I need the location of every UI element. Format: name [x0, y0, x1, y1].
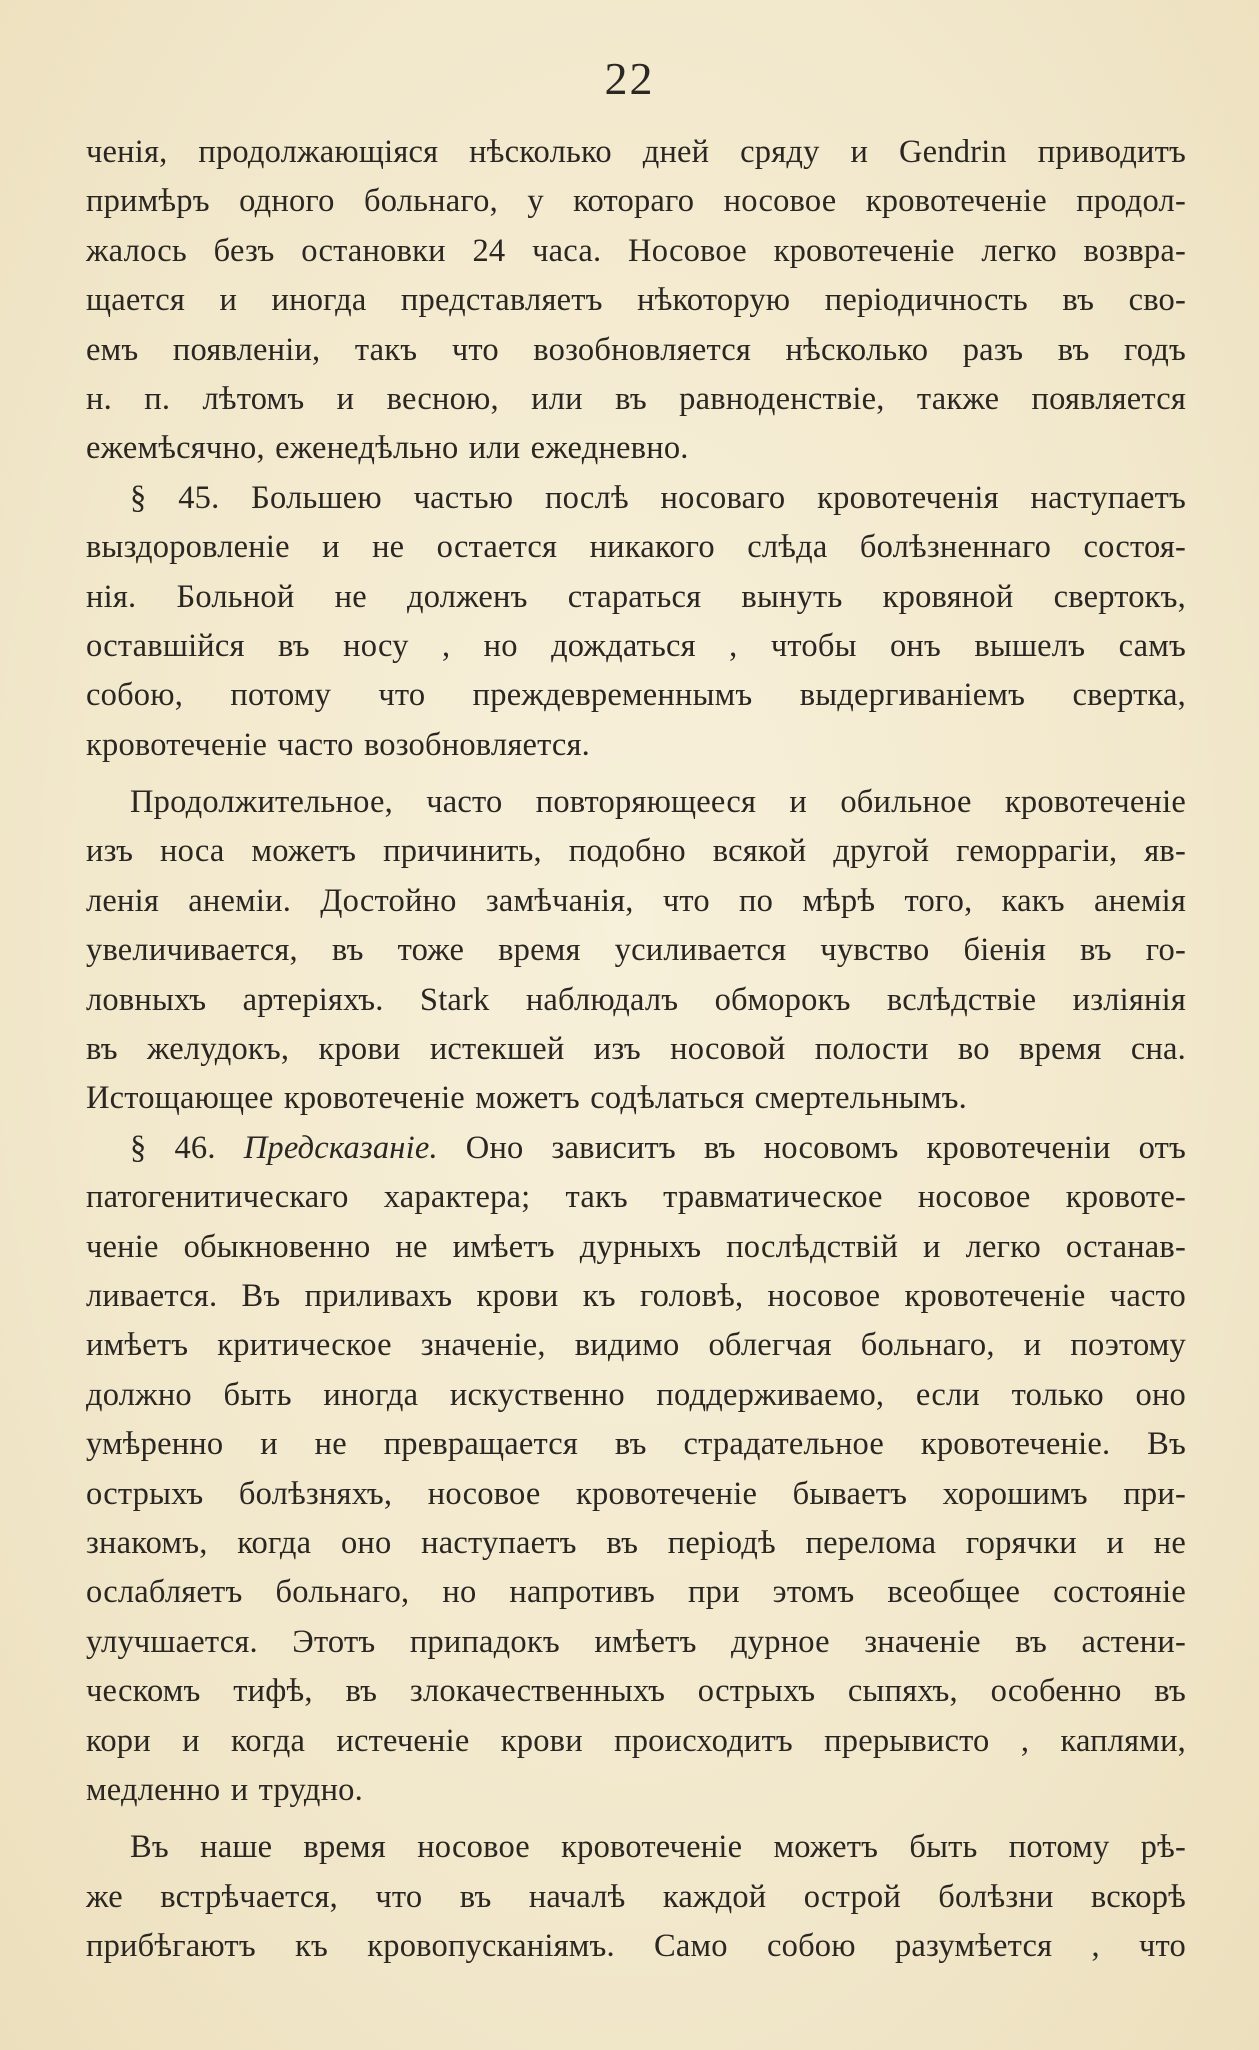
text-line: выздоровленіе и не остается никакого слѣда болѣзненнаго состоя- — [86, 529, 1186, 566]
text-line: въ желудокъ, крови истекшей изъ носовой полости во время сна. — [86, 1031, 1186, 1068]
text-line: ченіе обыкновенно не имѣетъ дурныхъ послѣдствій и легко останав- — [86, 1228, 1186, 1265]
text-line: патогенитическаго характера; такъ травматическое носовое кровоте- — [86, 1179, 1186, 1216]
text-line: кори и когда истеченіе крови происходитъ прерывисто , каплями, — [86, 1722, 1186, 1759]
body-text — [86, 128, 1186, 1971]
section-title: Предсказаніе. — [243, 1129, 438, 1166]
text-line: острыхъ болѣзняхъ, носовое кровотеченіе бываетъ хорошимъ при- — [86, 1475, 1186, 1512]
text-line: ослабляетъ больнаго, но напротивъ при этомъ всеобщее состояніе — [86, 1574, 1186, 1611]
text-line: ленія анеміи. Достойно замѣчанія, что по мѣрѣ того, какъ анемія — [86, 882, 1186, 919]
text-line: Истощающее кровотеченіе можетъ содѣлаться смертельнымъ. — [86, 1080, 967, 1117]
text-line: Продолжительное, часто повторяющееся и обильное кровотеченіе — [130, 784, 1186, 821]
text-line: знакомъ, когда оно наступаетъ въ періодѣ перелома горячки и не — [86, 1524, 1186, 1561]
paragraph-section-45 — [86, 474, 1186, 770]
text-line: жалось безъ остановки 24 часа. Носовое кровотеченіе легко возвра- — [86, 232, 1186, 269]
text-line: оставшійся въ носу , но дождаться , чтобы онъ вышелъ самъ — [86, 627, 1186, 664]
text-line: прибѣгаютъ къ кровопусканіямъ. Само собою разумѣется , что — [86, 1928, 1186, 1965]
section-number: § 46. — [130, 1129, 216, 1166]
paragraph-gap — [86, 770, 1186, 778]
text-line: должно быть иногда искуственно поддерживаемо, если только оно — [86, 1376, 1186, 1413]
text-line: собою, потому что преждевременнымъ выдергиваніемъ свертка, — [86, 677, 1186, 714]
text-line: ловныхъ артеріяхъ. Stark наблюдалъ обморокъ вслѣдствіе изліянія — [86, 981, 1186, 1018]
section-first-line-text: Оно зависитъ въ носовомъ кровотеченіи отъ — [465, 1129, 1187, 1166]
paragraph-continuation — [86, 128, 1186, 474]
text-line: имѣетъ критическое значеніе, видимо облегчая больнаго, и поэтому — [86, 1327, 1186, 1364]
text-line: же встрѣчается, что въ началѣ каждой острой болѣзни вскорѣ — [86, 1878, 1186, 1915]
text-line: изъ носа можетъ причинить, подобно всякой другой геморрагіи, яв- — [86, 833, 1186, 870]
paragraph-bloodletting — [86, 1823, 1186, 1971]
page-number: 22 — [604, 53, 655, 104]
paragraph-section-46 — [86, 1124, 1186, 1815]
text-line: емъ появленіи, такъ что возобновляется нѣсколько разъ въ годъ — [86, 331, 1186, 368]
text-line: увеличивается, въ тоже время усиливается чувство біенія въ го- — [86, 932, 1186, 969]
text-line: кровотеченіе часто возобновляется. — [86, 726, 590, 763]
paragraph-gap — [86, 1815, 1186, 1823]
text-line: § 45. Большею частью послѣ носоваго кровотеченія наступаетъ — [130, 479, 1186, 516]
text-line: медленно и трудно. — [86, 1771, 363, 1808]
text-line: ежемѣсячно, еженедѣльно или ежедневно. — [86, 430, 689, 467]
paragraph-anemia — [86, 778, 1186, 1124]
text-line: умѣренно и не превращается въ страдательное кровотеченіе. Въ — [86, 1426, 1186, 1463]
text-line: примѣръ одного больнаго, у котораго носовое кровотеченіе продол- — [86, 183, 1186, 220]
text-line: н. п. лѣтомъ и весною, или въ равноденствіе, также появляется — [86, 380, 1186, 417]
text-line: ческомъ тифѣ, въ злокачественныхъ острыхъ сыпяхъ, особенно въ — [86, 1673, 1186, 1710]
text-line: щается и иногда представляетъ нѣкоторую періодичность въ сво- — [86, 282, 1186, 319]
section-46-first-line — [86, 1124, 1186, 1173]
text-line: ченія, продолжающіяся нѣсколько дней сряду и Gendrin приводитъ — [86, 134, 1186, 170]
text-line: Въ наше время носовое кровотеченіе можетъ быть потому рѣ- — [130, 1829, 1186, 1866]
text-line: нія. Больной не долженъ стараться вынуть кровяной свертокъ, — [86, 578, 1186, 615]
text-line: ливается. Въ приливахъ крови къ головѣ, носовое кровотеченіе часто — [86, 1277, 1186, 1314]
text-line: улучшается. Этотъ припадокъ имѣетъ дурное значеніе въ астени- — [86, 1623, 1186, 1660]
